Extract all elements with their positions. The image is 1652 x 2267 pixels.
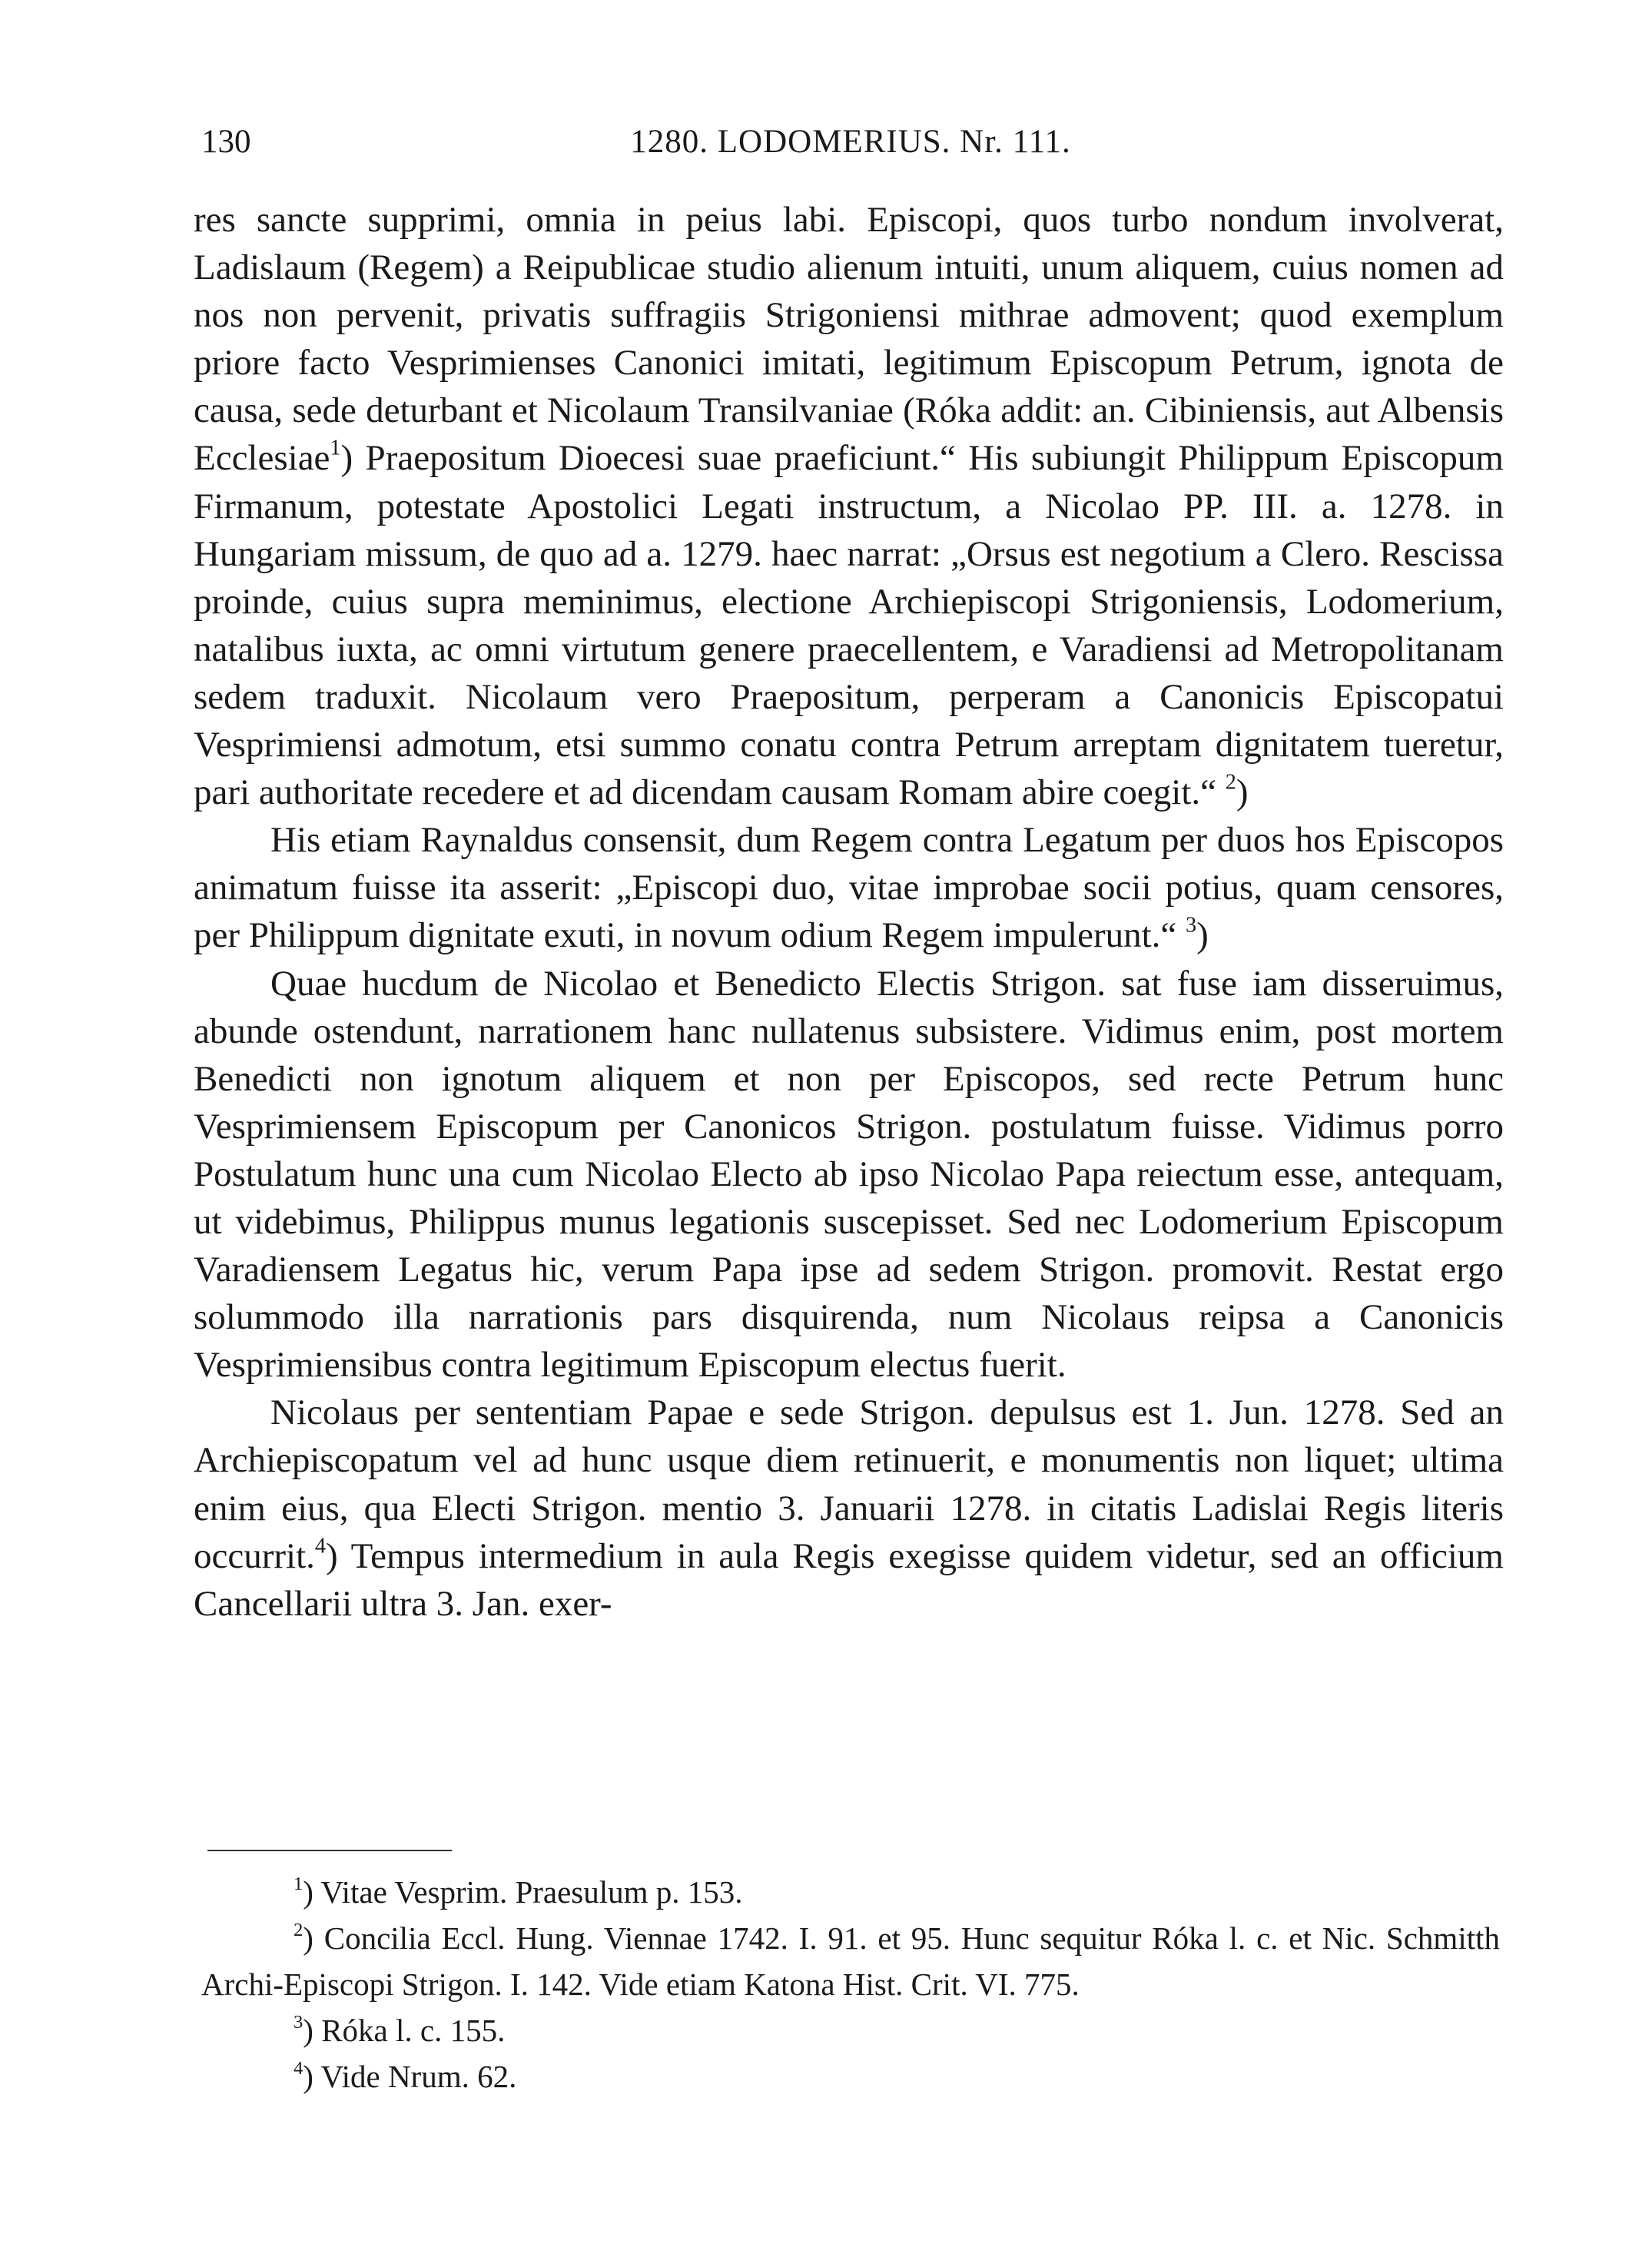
footnote-mark: 4 [294, 2057, 304, 2079]
footnote-text: ) Vide Nrum. 62. [303, 2059, 517, 2094]
footnote [201, 1915, 1500, 2007]
footnote-text: ) Róka l. c. 155. [303, 2013, 506, 2048]
footnote-mark: 3 [1186, 913, 1197, 938]
footnote-mark: 1 [330, 436, 341, 460]
page-header [201, 115, 1500, 169]
footnote [201, 2007, 1500, 2053]
footnote [201, 2053, 1500, 2099]
footnote-divider [207, 1850, 452, 1851]
paragraph [194, 196, 1504, 816]
paragraph-text: ) Tempus intermedium in aula Regis exegisse quidem videtur, sed an officium Cancellarii ultra 3. Jan. exer- [194, 1535, 1504, 1624]
footnote-mark: 4 [314, 1533, 326, 1558]
footnote-mark: 2 [1225, 770, 1236, 795]
footnote-text: ) Vitae Vesprim. Praesulum p. 153. [303, 1874, 743, 1910]
paragraph-text: ) [1236, 772, 1249, 813]
footnote-text: ) Concilia Eccl. Hung. Viennae 1742. I. 91. et 95. Hunc sequitur Róka l. c. et Nic. Schmitth Archi-Episcopi Strigon. I. 142. Vide etiam Katona Hist. Crit. VI. 775. [201, 1920, 1500, 2002]
footnote [201, 1869, 1500, 1915]
footnote-mark: 3 [294, 2011, 304, 2033]
paragraph-text: His etiam Raynaldus consensit, dum Regem contra Legatum per duos hos Episcopos animatum fuisse ita asserit: „Episcopi duo, vitae improbae socii potius, quam censores, per Philippum dignitate exuti, in novum odium Regem impulerunt.“ [194, 820, 1504, 956]
paragraph [194, 816, 1504, 959]
paragraph [194, 960, 1504, 1389]
page-number: 130 [201, 124, 251, 160]
footnotes [201, 1869, 1500, 2099]
paragraph-text: res sancte supprimi, omnia in peius labi. Episcopi, quos turbo nondum involverat, Ladislaum (Regem) a Reipublicae studio alienum intuiti, unum aliquem, cuius nomen ad nos non pervenit, privatis suffragiis Strigoniensi mithrae admovent; quod exemplum priore facto Vesprimienses Canonici imitati, legitimum Episcopum Petrum, ignota de causa, sede deturbant et Nicolaum Transilvaniae (Róka addit: an. Cibiniensis, aut Albensis Ecclesiae [194, 200, 1504, 479]
footnote-mark: 1 [294, 1873, 304, 1894]
paragraph-text: Nicolaus per sententiam Papae e sede Strigon. depulsus est 1. Jun. 1278. Sed an Archiepiscopatum vel ad hunc usque diem retinuerit, e monumentis non liquet; ultima enim eius, qua Electi Strigon. mentio 3. Januarii 1278. in citatis Ladislai Regis literis occurrit. [194, 1392, 1504, 1576]
main-text [194, 196, 1504, 1628]
paragraph-text: Quae hucdum de Nicolao et Benedicto Electis Strigon. sat fuse iam disseruimus, abunde ostendunt, narrationem hanc nullatenus subsistere. Vidimus enim, post mortem Benedicti non ignotum aliquem et non per Episcopos, sed recte Petrum hunc Vesprimiensem Episcopum per Canonicos Strigon. postulatum fuisse. Vidimus porro Postulatum hunc una cum Nicolao Electo ab ipso Nicolao Papa reiectum esse, antequam, ut videbimus, Philippus munus legationis suscepisset. Sed nec Lodomerium Episcopum Varadiensem Legatus hic, verum Papa ipse ad sedem Strigon. promovit. Restat ergo solummodo illa narrationis pars disquirenda, num Nicolaus reipsa a Canonicis Vesprimiensibus contra legitimum Episcopum electus fuerit. [194, 963, 1504, 1386]
running-head: 1280. LODOMERIUS. Nr. 111. [630, 124, 1071, 160]
footnote-mark: 2 [294, 1919, 304, 1940]
paragraph [194, 1389, 1504, 1627]
paragraph-text: ) [1196, 915, 1209, 956]
paragraph-text: ) Praepositum Dioecesi suae praeficiunt.“ His subiungit Philippum Episcopum Firmanum, potestate Apostolici Legati instructum, a Nicolao PP. III. a. 1278. in Hungariam missum, de quo ad a. 1279. haec narrat: „Orsus est negotium a Clero. Rescissa proinde, cuius supra meminimus, electione Archiepiscopi Strigoniensis, Lodomerium, natalibus iuxta, ac omni virtutum genere praecellentem, e Varadiensi ad Metropolitanam sedem traduxit. Nicolaum vero Praepositum, perperam a Canonicis Episcopatui Vesprimiensi admotum, etsi summo conatu contra Petrum arreptam dignitatem tueretur, pari authoritate recedere et ad dicendam causam Romam abire coegit.“ [194, 438, 1504, 813]
